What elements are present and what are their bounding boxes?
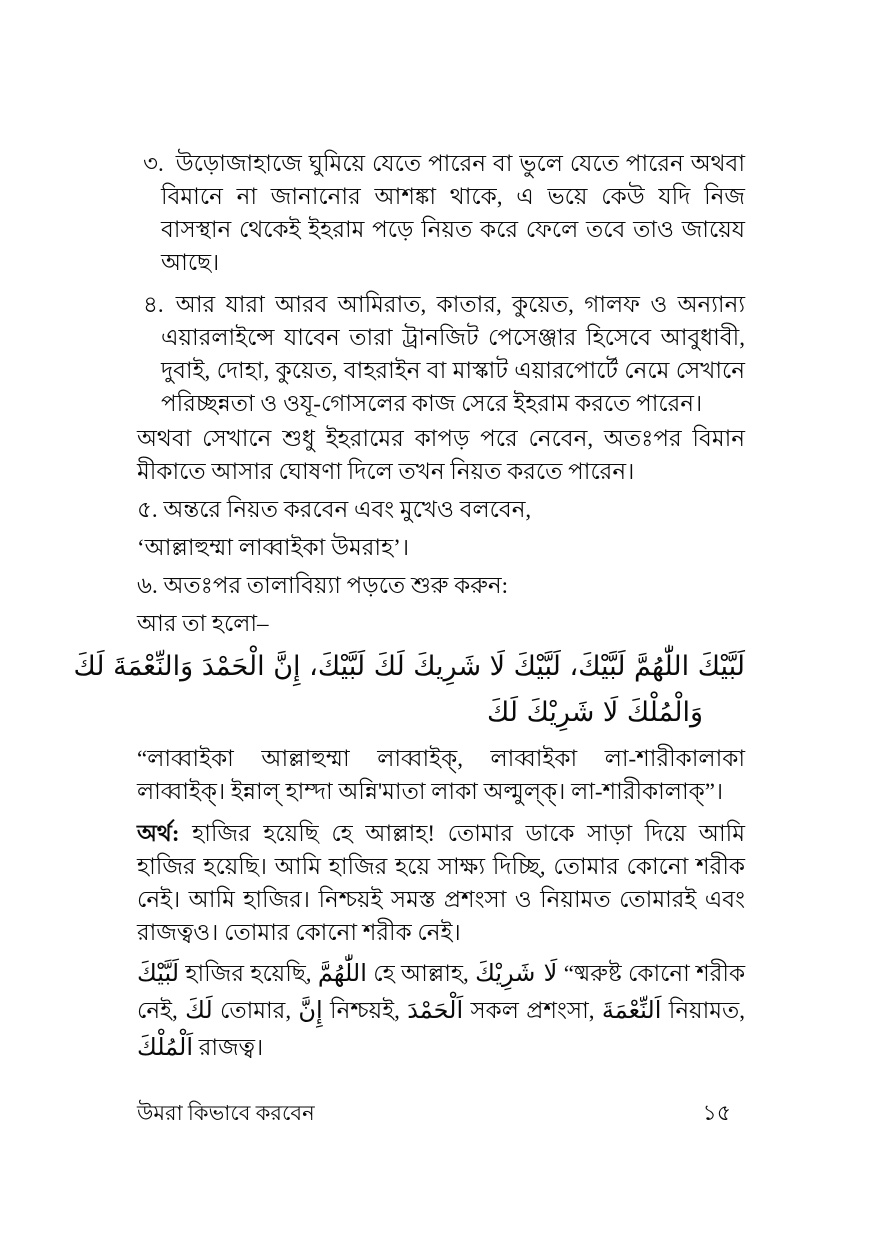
dua-line: ‘আল্লাহুম্মা লাব্বাইকা উমরাহ’।: [137, 535, 410, 560]
arabic-word-laka: لَكَ: [185, 996, 213, 1024]
list-item-3-text: উড়োজাহাজে ঘুমিয়ে যেতে পারেন বা ভুলে যেতে পারেন অথবা বিমানে না জানানোর আশঙ্কা থাকে, এ ভয়ে কেউ যদি নিজ বাসস্থান থেকেই ইহরাম পড়ে নিয়ত করে ফেলে তবে তাও জায়েয আছে।: [161, 151, 745, 275]
bengali-gloss-la-sharika: “ষ্মরুষ্ট কোনো শরীক নেই,: [137, 961, 746, 1023]
list-item-3-number: ৩.: [143, 151, 164, 176]
list-item-4: [137, 288, 745, 420]
footer-book-title: উমরা কিভাবে করবেন: [137, 1101, 315, 1125]
page-footer: [137, 1098, 745, 1128]
list-item-5: ৫. অন্তরে নিয়ত করবেন এবং মুখেও বলবেন,: [137, 497, 532, 522]
list-item-6: ৬. অতঃপর তালাবিয়্যা পড়তে শুরু করুন:: [137, 573, 508, 598]
talbiyah-arabic-block: [73, 644, 745, 736]
list-item-4-number: ৪.: [143, 292, 164, 317]
bengali-gloss-alhamda: সকল প্রশংসা,: [470, 998, 595, 1023]
list-item-4-text: আর যারা আরব আমিরাত, কাতার, কুয়েত, গালফ ও অন্যান্য এয়ারলাইন্সে যাবেন তারা ট্রানজিট পেসেঞ্জার হিসেবে আবুধাবী, দুবাই, দোহা, কুয়েত, বাহরাইন বা মাস্কাট এয়ারপোর্টে নেমে সেখানে পরিচ্ছন্নতা ও ওযূ-গোসলের কাজ সেরে ইহরাম করতে পারেন।: [161, 292, 745, 416]
meaning-text: হাজির হয়েছি হে আল্লাহ! তোমার ডাকে সাড়া দিয়ে আমি হাজির হয়েছি। আমি হাজির হয়ে সাক্ষ্য দিচ্ছি, তোমার কোনো শরীক নেই। আমি হাজির। নিশ্চয়ই সমস্ত প্রশংসা ও নিয়ামত তোমারই এবং রাজত্বও। তোমার কোনো শরীক নেই।: [137, 821, 746, 945]
meaning-paragraph: [137, 817, 745, 949]
bengali-gloss-inna: নিশ্চয়ই,: [330, 998, 400, 1023]
bengali-gloss-laka: তোমার,: [219, 998, 292, 1023]
arabic-word-labbayka: لَبَّيْكَ: [137, 959, 180, 987]
arabic-word-annimata: اَلنِّعْمَةَ: [601, 996, 662, 1024]
arabic-word-inna: إِنَّ: [298, 996, 323, 1024]
bengali-gloss-almulka: রাজত্ব।: [198, 1035, 264, 1060]
paragraph-ihram-alternative: অথবা সেখানে শুধু ইহরামের কাপড় পরে নেবেন, অতঃপর বিমান মীকাতে আসার ঘোষণা দিলে তখন নিয়ত করতে পারেন।: [137, 426, 745, 484]
word-by-word-translation: [137, 955, 745, 1066]
bengali-gloss-allahumma: হে আল্লাহ,: [373, 961, 469, 986]
talbiyah-transliteration: “লাব্বাইকা আল্লাহুম্মা লাব্বাইক্, লাব্বাইকা লা-শারীকালাকা লাব্বাইক্। ইন্নাল্ হাম্দা অন্নি'মাতা লাকা অল্মুল্ক্। লা-শারীকালাক্”।: [137, 746, 745, 804]
bengali-gloss-labbayka: হাজির হয়েছি,: [185, 961, 312, 986]
talbiyah-arabic-line-1: لَبَّيْكَ اللّٰهُمَّ لَبَّيْكَ، لَبَّيْكَ لَا شَرِيكَ لَكَ لَبَّيْكَ، إِنَّ الْحَمْدَ وَالنِّعْمَةَ لَكَ: [73, 651, 745, 682]
page-content: [73, 147, 746, 1071]
arabic-word-la-sharika: لَا شَرِيْكَ: [475, 959, 558, 987]
talbiyah-intro: আর তা হলো–: [137, 611, 269, 636]
arabic-word-alhamda: اَلْحَمْدَ: [407, 996, 464, 1024]
list-item-3: [137, 147, 745, 279]
arabic-word-allahumma: اللّٰهُمَّ: [317, 959, 367, 987]
arabic-word-almulka: اَلْمُلْكَ: [137, 1033, 194, 1061]
footer-page-number: ১৫: [702, 1100, 731, 1125]
bengali-gloss-annimata: নিয়ামত,: [668, 998, 746, 1023]
talbiyah-arabic-line-2: وَالْمُلْكَ لَا شَرِيْكَ لَكَ: [487, 697, 703, 728]
meaning-label: অর্থ:: [137, 821, 180, 846]
